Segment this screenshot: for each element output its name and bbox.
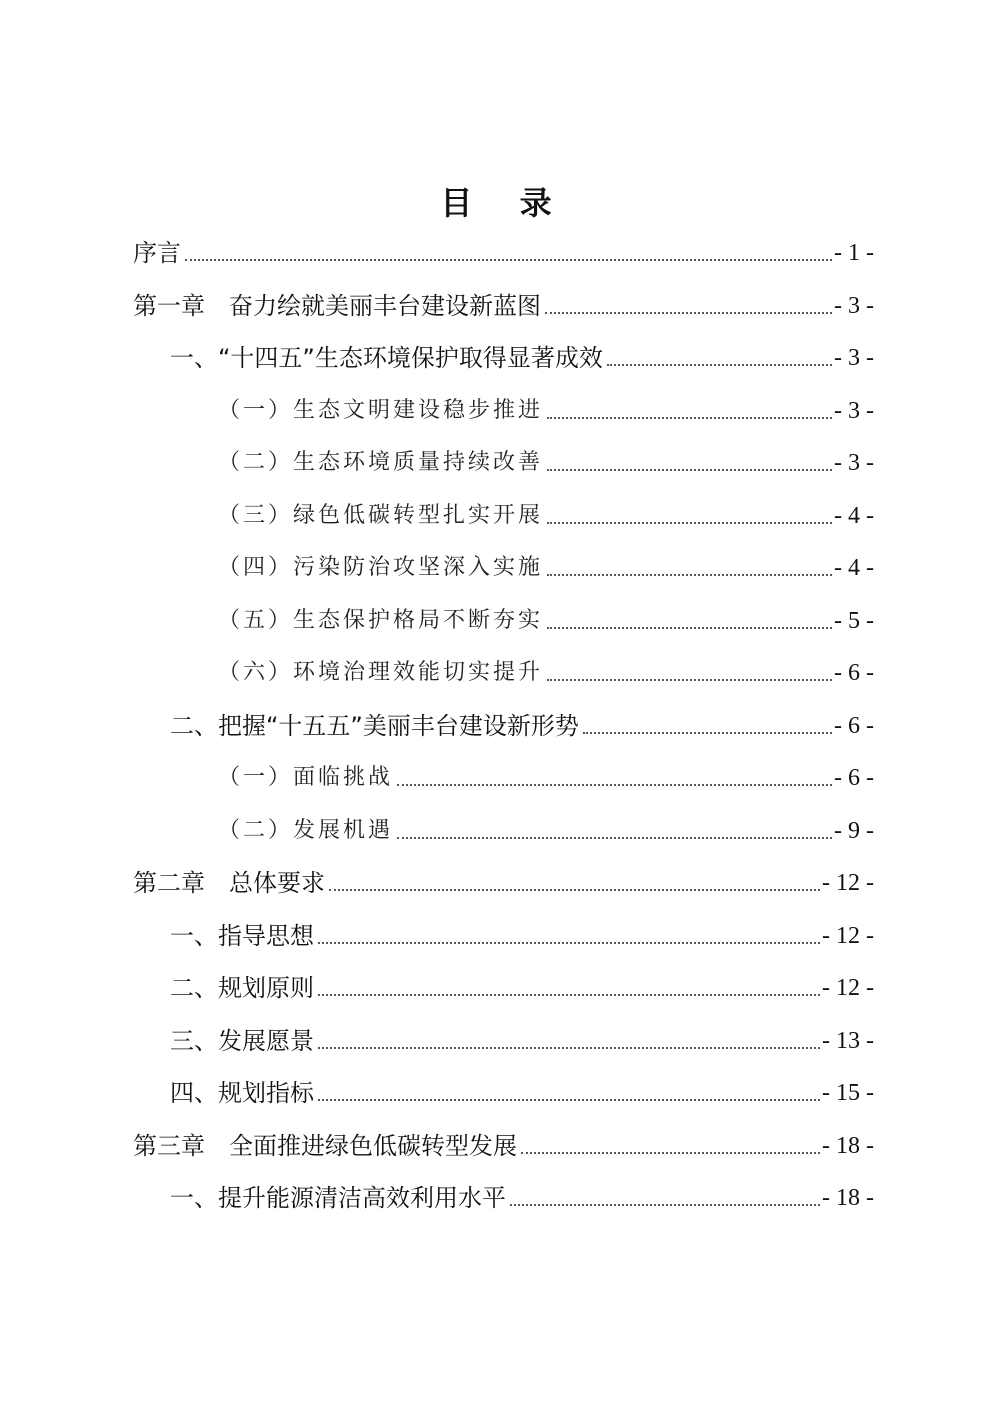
toc-entry-page-number: - 4 - [834, 555, 874, 581]
toc-entry-section-1-2[interactable] [170, 701, 874, 741]
toc-entry-page-number: - 12 - [822, 975, 874, 1001]
toc-entry-subsection-1-1-3[interactable] [218, 491, 874, 531]
toc-entry-label: （五）生态保护格局不断夯实 [218, 608, 544, 633]
toc-entry-subsection-1-1-5[interactable] [218, 596, 874, 636]
dot-leader [547, 469, 832, 471]
dot-leader [521, 1152, 820, 1154]
toc-entry-label: 第三章 全面推进绿色低碳转型发展 [133, 1132, 517, 1160]
toc-entry-page-number: - 1 - [834, 240, 874, 266]
dot-leader [318, 1047, 820, 1049]
toc-entry-section-2-3[interactable] [170, 1016, 874, 1056]
dot-leader [185, 259, 832, 261]
toc-entry-label: （二）发展机遇 [218, 818, 394, 843]
toc-entry-label: 二、规划原则 [170, 974, 314, 1002]
dot-leader [329, 889, 820, 891]
toc-entry-label: 第一章 奋力绘就美丽丰台建设新蓝图 [133, 292, 541, 320]
toc-entry-page-number: - 13 - [822, 1028, 874, 1054]
dot-leader [318, 994, 820, 996]
dot-leader [318, 942, 820, 944]
toc-entry-label: （二）生态环境质量持续改善 [218, 450, 544, 475]
dot-leader [397, 837, 832, 839]
dot-leader [510, 1204, 820, 1206]
toc-entry-label: （六）环境治理效能切实提升 [218, 660, 544, 685]
dot-leader [545, 312, 832, 314]
toc-entry-label: 一、“十四五”生态环境保护取得显著成效 [170, 344, 603, 372]
toc-entry-section-2-4[interactable] [170, 1068, 874, 1108]
toc-entry-label: 序言 [133, 239, 181, 267]
toc-entry-section-2-1[interactable] [170, 911, 874, 951]
toc-entry-section-3-1[interactable] [170, 1173, 874, 1213]
toc-entry-label: 一、指导思想 [170, 922, 314, 950]
toc-entry-page-number: - 18 - [822, 1133, 874, 1159]
toc-entry-subsection-1-1-4[interactable] [218, 543, 874, 583]
toc-entry-page-number: - 3 - [834, 345, 874, 371]
toc-entry-label: 第二章 总体要求 [133, 869, 325, 897]
dot-leader [607, 364, 832, 366]
dot-leader [547, 574, 832, 576]
toc-entry-page-number: - 9 - [834, 818, 874, 844]
toc-entry-subsection-1-1-6[interactable] [218, 648, 874, 688]
toc-entry-subsection-1-1-2[interactable] [218, 438, 874, 478]
toc-entry-chapter-3[interactable] [133, 1121, 874, 1161]
toc-entry-label: （四）污染防治攻坚深入实施 [218, 555, 544, 580]
toc-entry-label: 一、提升能源清洁高效利用水平 [170, 1184, 506, 1212]
toc-title: 目 录 [440, 184, 570, 222]
toc-entry-subsection-1-2-2[interactable] [218, 806, 874, 846]
toc-entry-page-number: - 3 - [834, 450, 874, 476]
toc-entry-page-number: - 3 - [834, 293, 874, 319]
toc-entry-label: 二、把握“十五五”美丽丰台建设新形势 [170, 712, 579, 740]
dot-leader [583, 732, 832, 734]
toc-entry-page-number: - 12 - [822, 923, 874, 949]
dot-leader [547, 522, 832, 524]
toc-entry-label: （一）生态文明建设稳步推进 [218, 398, 544, 423]
toc-entry-page-number: - 3 - [834, 398, 874, 424]
toc-entry-label: （三）绿色低碳转型扎实开展 [218, 503, 544, 528]
toc-entry-page-number: - 4 - [834, 503, 874, 529]
toc-entry-preface[interactable] [133, 228, 874, 268]
toc-entry-page-number: - 18 - [822, 1185, 874, 1211]
toc-entry-label: 三、发展愿景 [170, 1027, 314, 1055]
toc-entry-label: 四、规划指标 [170, 1079, 314, 1107]
toc-entry-label: （一）面临挑战 [218, 765, 394, 790]
toc-entry-page-number: - 15 - [822, 1080, 874, 1106]
toc-entry-subsection-1-1-1[interactable] [218, 386, 874, 426]
toc-entry-section-1-1[interactable] [170, 333, 874, 373]
toc-entry-page-number: - 6 - [834, 660, 874, 686]
toc-entry-subsection-1-2-1[interactable] [218, 753, 874, 793]
toc-entry-page-number: - 12 - [822, 870, 874, 896]
toc-entry-chapter-2[interactable] [133, 858, 874, 898]
toc-entry-page-number: - 6 - [834, 713, 874, 739]
toc-entry-chapter-1[interactable] [133, 281, 874, 321]
toc-entry-page-number: - 5 - [834, 608, 874, 634]
dot-leader [397, 784, 832, 786]
dot-leader [547, 417, 832, 419]
dot-leader [547, 679, 832, 681]
toc-entry-section-2-2[interactable] [170, 963, 874, 1003]
toc-entry-page-number: - 6 - [834, 765, 874, 791]
dot-leader [318, 1099, 820, 1101]
dot-leader [547, 627, 832, 629]
